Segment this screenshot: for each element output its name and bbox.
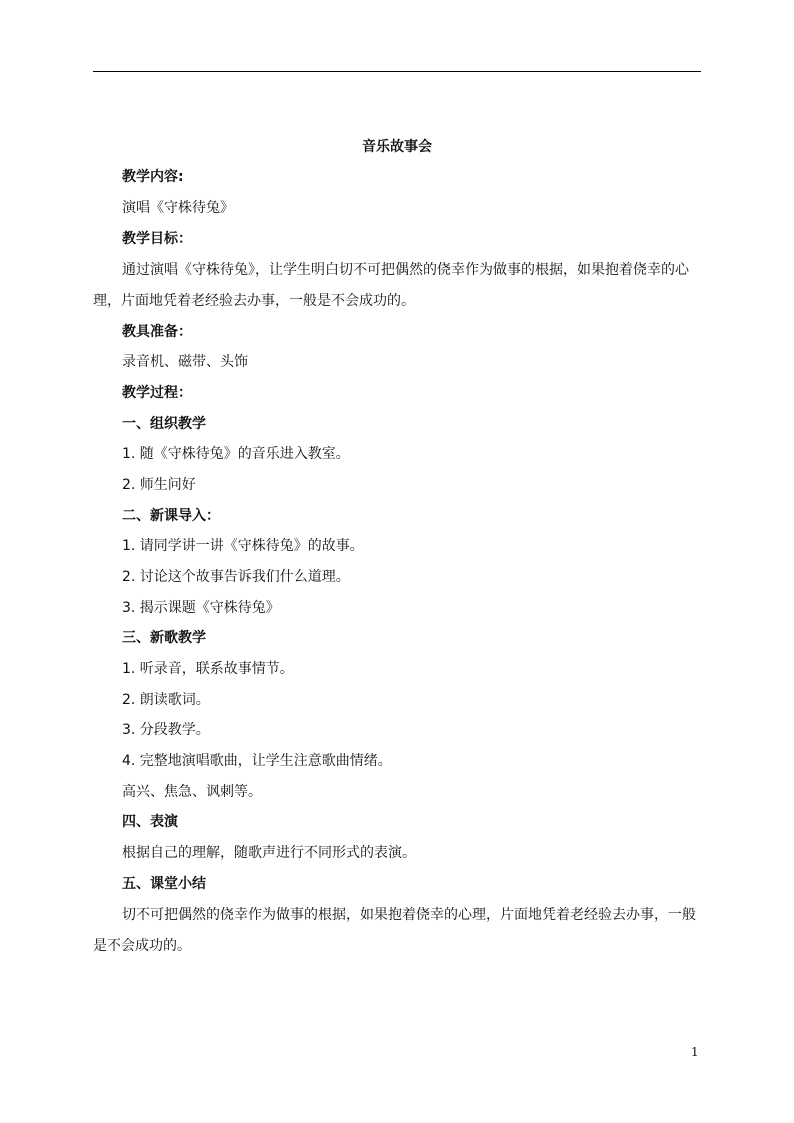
document-title: 音乐故事会 bbox=[362, 139, 432, 155]
section3-item-3: 3. 分段教学。 bbox=[122, 722, 210, 738]
section2-item-3: 3. 揭示课题《守株待兔》 bbox=[122, 600, 280, 616]
heading-teaching-content: 教学内容: bbox=[122, 169, 184, 185]
summary-paragraph: 切不可把偶然的侥幸作为做事的根据，如果抱着侥幸的心理，片面地凭着老经验去办事，一般是不会成功的。 bbox=[93, 907, 696, 954]
teaching-content-text: 演唱《守株待兔》 bbox=[122, 200, 234, 216]
teaching-tools-text: 录音机、磁带、头饰 bbox=[122, 354, 248, 370]
section-heading-5: 五、课堂小结 bbox=[122, 876, 206, 892]
section2-item-2: 2. 讨论这个故事告诉我们什么道理。 bbox=[122, 569, 350, 585]
section1-item-1: 1. 随《守株待兔》的音乐进入教室。 bbox=[122, 446, 350, 462]
section-heading-3: 三、新歌教学 bbox=[122, 630, 206, 646]
section3-note: 高兴、焦急、讽刺等。 bbox=[122, 784, 262, 800]
section3-item-2: 2. 朗读歌词。 bbox=[122, 692, 210, 708]
section3-item-4: 4. 完整地演唱歌曲，让学生注意歌曲情绪。 bbox=[122, 753, 392, 769]
heading-teaching-tools: 教具准备： bbox=[122, 324, 192, 340]
page-number: 1 bbox=[691, 1045, 699, 1059]
section-heading-2: 二、新课导入： bbox=[122, 508, 220, 524]
header-rule bbox=[93, 71, 701, 72]
heading-teaching-goal: 教学目标： bbox=[122, 231, 192, 247]
section4-text: 根据自己的理解，随歌声进行不同形式的表演。 bbox=[122, 845, 416, 861]
heading-teaching-process: 教学过程： bbox=[122, 385, 192, 401]
section1-item-2: 2. 师生问好 bbox=[122, 477, 196, 493]
teaching-goal-paragraph: 通过演唱《守株待兔》，让学生明白切不可把偶然的侥幸作为做事的根据，如果抱着侥幸的心理，片面地凭着老经验去办事，一般是不会成功的。 bbox=[93, 262, 689, 309]
section3-item-1: 1. 听录音，联系故事情节。 bbox=[122, 661, 294, 677]
section2-item-1: 1. 请同学讲一讲《守株待兔》的故事。 bbox=[122, 538, 364, 554]
section-heading-4: 四、表演 bbox=[122, 814, 178, 830]
section-heading-1: 一、组织教学 bbox=[122, 416, 206, 432]
